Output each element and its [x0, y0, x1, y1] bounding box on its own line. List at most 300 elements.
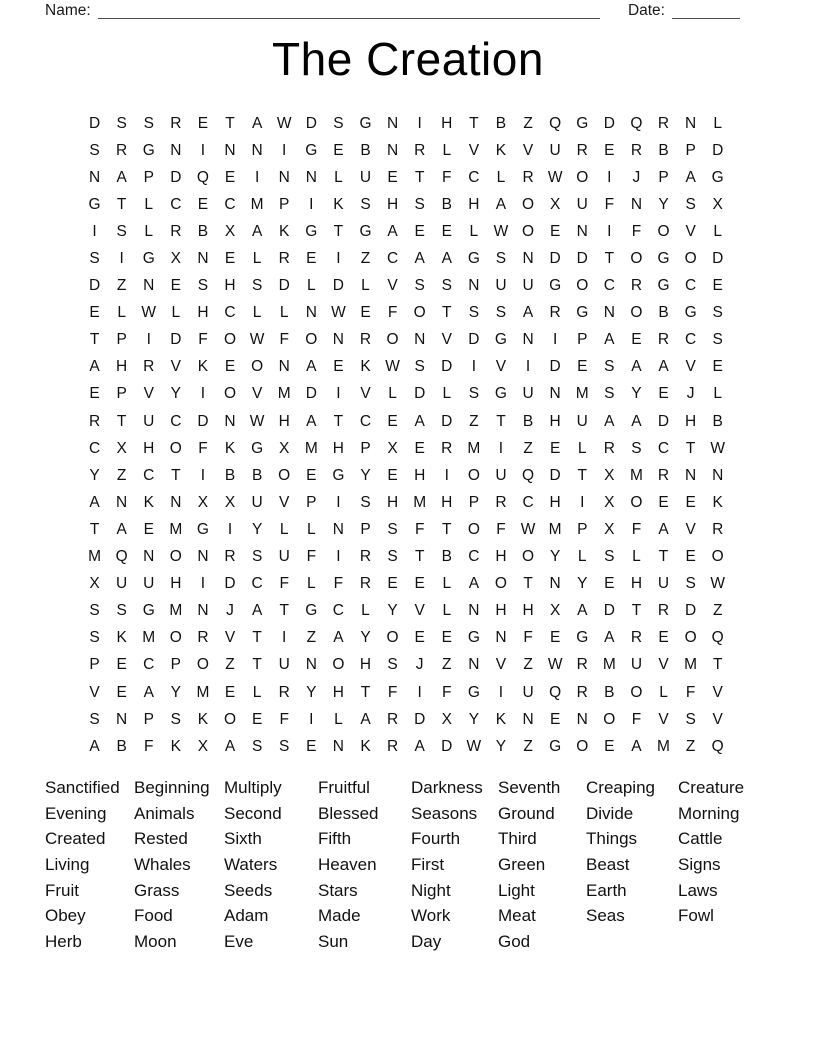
grid-cell: L: [252, 304, 262, 322]
grid-cell: E: [441, 629, 452, 647]
grid-cell: G: [711, 168, 724, 186]
grid-cell: E: [685, 493, 696, 511]
grid-cell: E: [387, 575, 398, 593]
grid-cell: H: [414, 466, 426, 484]
grid-cell: S: [414, 195, 425, 213]
grid-cell: Z: [360, 250, 371, 268]
grid-cell: L: [252, 683, 262, 701]
word-item: Made: [318, 906, 361, 926]
grid-cell: O: [467, 520, 480, 538]
grid-cell: L: [361, 602, 370, 620]
grid-cell: T: [414, 168, 425, 186]
grid-cell: S: [712, 331, 723, 349]
grid-cell: S: [116, 602, 127, 620]
word-item: Second: [224, 803, 282, 823]
grid-cell: I: [498, 439, 504, 457]
grid-cell: I: [92, 222, 97, 240]
grid-cell: S: [251, 277, 263, 295]
word-item: Creature: [678, 778, 745, 798]
grid-cell: N: [197, 548, 209, 566]
grid-cell: O: [684, 629, 697, 647]
grid-cell: N: [305, 656, 317, 674]
grid-cell: U: [657, 575, 670, 593]
grid-cell: G: [657, 250, 670, 268]
grid-cell: M: [413, 493, 427, 511]
grid-cell: L: [659, 683, 668, 701]
grid-cell: N: [468, 602, 480, 620]
grid-cell: C: [224, 195, 236, 213]
grid-cell: O: [386, 629, 399, 647]
grid-cell: V: [279, 493, 290, 511]
grid-cell: B: [604, 683, 615, 701]
grid-cell: D: [576, 250, 588, 268]
grid-cell: E: [306, 466, 317, 484]
word-list-column: [678, 775, 816, 954]
grid-cell: L: [279, 304, 289, 322]
grid-cell: Y: [387, 602, 398, 620]
grid-cell: K: [333, 195, 344, 213]
grid-cell: F: [631, 520, 642, 538]
grid-cell: N: [549, 385, 561, 403]
grid-cell: R: [386, 737, 399, 755]
grid-cell: A: [658, 358, 669, 376]
grid-cell: E: [685, 548, 696, 566]
grid-cell: I: [282, 141, 287, 159]
word-item: Moon: [134, 931, 177, 951]
grid-cell: F: [279, 710, 289, 728]
grid-cell: I: [607, 168, 612, 186]
grid-cell: B: [441, 548, 452, 566]
grid-cell: U: [522, 385, 534, 403]
grid-cell: S: [197, 277, 209, 295]
word-item: Work: [411, 906, 451, 926]
grid-cell: L: [144, 222, 154, 240]
word-item: Green: [498, 855, 546, 875]
grid-cell: A: [306, 358, 317, 376]
grid-cell: L: [334, 710, 343, 728]
word-item: First: [411, 855, 445, 875]
grid-cell: T: [360, 683, 371, 701]
grid-cell: O: [630, 683, 643, 701]
grid-cell: K: [197, 710, 209, 728]
grid-cell: X: [197, 737, 209, 755]
grid-cell: N: [576, 222, 588, 240]
grid-cell: B: [441, 195, 452, 213]
grid-cell: D: [441, 412, 453, 430]
grid-cell: W: [547, 656, 563, 674]
grid-cell: N: [468, 277, 480, 295]
grid-cell: E: [224, 683, 236, 701]
grid-cell: D: [712, 141, 724, 159]
grid-cell: W: [249, 331, 265, 349]
grid-cell: T: [442, 520, 452, 538]
grid-cell: W: [249, 412, 265, 430]
grid-cell: O: [169, 439, 182, 457]
word-item: Signs: [678, 855, 721, 875]
grid-cell: R: [359, 575, 372, 593]
grid-cell: C: [332, 602, 344, 620]
grid-cell: I: [471, 358, 477, 376]
grid-cell: O: [684, 250, 697, 268]
grid-cell: E: [712, 277, 723, 295]
grid-cell: B: [522, 412, 534, 430]
grid-cell: G: [576, 304, 589, 322]
grid-cell: M: [548, 520, 562, 538]
grid-cell: E: [549, 710, 561, 728]
grid-cell: Q: [549, 114, 562, 132]
word-item: Evening: [45, 803, 107, 823]
grid-cell: I: [607, 222, 612, 240]
grid-cell: H: [685, 412, 697, 430]
grid-cell: E: [170, 277, 181, 295]
grid-cell: U: [495, 466, 507, 484]
grid-cell: B: [495, 114, 507, 132]
grid-cell: L: [713, 385, 723, 403]
grid-cell: N: [576, 710, 588, 728]
grid-cell: C: [143, 656, 155, 674]
grid-cell: O: [711, 548, 724, 566]
grid-cell: D: [278, 277, 290, 295]
word-grid: [81, 110, 731, 760]
word-list-column: [224, 775, 318, 954]
grid-cell: C: [386, 250, 399, 268]
grid-cell: S: [468, 304, 480, 322]
grid-cell: T: [523, 575, 533, 593]
grid-cell: L: [252, 250, 262, 268]
grid-cell: Y: [170, 683, 181, 701]
grid-cell: R: [657, 331, 670, 349]
grid-cell: S: [495, 250, 507, 268]
word-item: Fruitful: [318, 778, 370, 798]
grid-cell: L: [577, 548, 587, 566]
grid-cell: C: [685, 331, 697, 349]
grid-cell: F: [442, 168, 452, 186]
grid-cell: D: [197, 412, 209, 430]
grid-cell: S: [170, 710, 181, 728]
grid-cell: I: [227, 520, 233, 538]
grid-cell: B: [658, 304, 669, 322]
grid-cell: N: [685, 466, 697, 484]
grid-cell: C: [657, 439, 670, 457]
word-item: Multiply: [224, 778, 282, 798]
grid-cell: V: [89, 683, 100, 701]
grid-cell: V: [170, 358, 181, 376]
grid-cell: O: [386, 331, 399, 349]
grid-cell: A: [414, 737, 425, 755]
word-item: Fourth: [411, 829, 461, 849]
grid-cell: R: [630, 277, 643, 295]
grid-cell: C: [170, 412, 182, 430]
grid-cell: U: [576, 412, 588, 430]
grid-cell: O: [467, 466, 480, 484]
grid-cell: A: [251, 222, 263, 240]
grid-cell: A: [604, 331, 615, 349]
grid-cell: F: [144, 737, 154, 755]
grid-cell: X: [387, 439, 398, 457]
date-label: Date:: [627, 2, 665, 19]
grid-cell: E: [549, 629, 561, 647]
grid-cell: N: [116, 710, 128, 728]
grid-cell: I: [200, 141, 206, 159]
grid-cell: P: [360, 439, 371, 457]
grid-cell: E: [604, 141, 615, 159]
grid-cell: N: [170, 493, 182, 511]
grid-cell: L: [306, 575, 316, 593]
grid-cell: V: [658, 710, 669, 728]
grid-cell: B: [712, 412, 723, 430]
grid-cell: O: [169, 629, 182, 647]
grid-cell: R: [170, 114, 182, 132]
word-item: Fowl: [678, 906, 714, 926]
grid-cell: R: [359, 331, 372, 349]
grid-cell: H: [359, 656, 372, 674]
word-item: Night: [411, 880, 451, 900]
grid-cell: P: [685, 141, 696, 159]
grid-cell: O: [522, 222, 535, 240]
grid-cell: R: [386, 710, 399, 728]
word-item: Seas: [586, 906, 625, 926]
grid-cell: L: [442, 575, 452, 593]
grid-cell: U: [576, 195, 588, 213]
grid-cell: X: [549, 195, 561, 213]
grid-cell: S: [360, 493, 371, 511]
grid-cell: D: [441, 358, 453, 376]
grid-cell: R: [630, 141, 643, 159]
grid-cell: R: [657, 466, 670, 484]
grid-cell: H: [549, 412, 561, 430]
grid-cell: V: [522, 141, 534, 159]
grid-cell: O: [494, 575, 507, 593]
grid-cell: G: [684, 304, 697, 322]
grid-cell: B: [658, 141, 669, 159]
grid-cell: W: [493, 222, 509, 240]
word-item: Waters: [224, 855, 278, 875]
grid-cell: N: [305, 168, 317, 186]
grid-cell: S: [604, 358, 615, 376]
grid-cell: K: [360, 737, 371, 755]
grid-cell: F: [198, 439, 208, 457]
grid-cell: F: [631, 710, 642, 728]
grid-cell: I: [254, 168, 260, 186]
grid-cell: N: [603, 304, 615, 322]
grid-cell: S: [414, 358, 425, 376]
grid-cell: E: [116, 683, 127, 701]
grid-cell: K: [197, 358, 209, 376]
grid-cell: O: [630, 493, 643, 511]
grid-cell: L: [144, 195, 154, 213]
grid-cell: E: [658, 385, 669, 403]
grid-cell: U: [549, 141, 561, 159]
grid-cell: I: [417, 683, 422, 701]
grid-cell: V: [685, 222, 696, 240]
grid-cell: P: [468, 493, 480, 511]
grid-cell: G: [549, 277, 562, 295]
grid-cell: R: [197, 629, 209, 647]
grid-cell: H: [116, 358, 128, 376]
grid-cell: H: [495, 602, 507, 620]
grid-cell: L: [469, 222, 479, 240]
grid-cell: Z: [306, 629, 317, 647]
grid-cell: R: [522, 168, 534, 186]
grid-cell: I: [200, 575, 206, 593]
grid-cell: G: [576, 629, 589, 647]
grid-cell: T: [685, 439, 696, 457]
grid-cell: H: [197, 304, 209, 322]
grid-cell: U: [143, 575, 155, 593]
grid-cell: N: [251, 141, 263, 159]
grid-cell: X: [712, 195, 723, 213]
grid-cell: M: [277, 385, 291, 403]
grid-cell: V: [685, 520, 696, 538]
grid-cell: T: [252, 629, 262, 647]
grid-cell: F: [496, 520, 506, 538]
grid-cell: H: [224, 277, 236, 295]
grid-cell: Y: [306, 683, 317, 701]
grid-cell: A: [631, 412, 642, 430]
grid-cell: Q: [522, 466, 535, 484]
grid-cell: G: [549, 737, 562, 755]
grid-cell: U: [251, 493, 263, 511]
grid-cell: S: [251, 737, 263, 755]
grid-cell: K: [712, 493, 723, 511]
grid-cell: V: [251, 385, 263, 403]
word-item: Whales: [134, 855, 191, 875]
grid-cell: E: [306, 250, 317, 268]
grid-cell: R: [278, 250, 290, 268]
grid-cell: N: [712, 466, 724, 484]
word-item: Sixth: [224, 829, 262, 849]
grid-cell: K: [143, 493, 154, 511]
grid-cell: S: [89, 141, 100, 159]
word-item: Created: [45, 829, 106, 849]
grid-cell: A: [360, 710, 371, 728]
grid-cell: O: [576, 737, 589, 755]
grid-cell: I: [336, 493, 341, 511]
grid-cell: C: [143, 466, 155, 484]
grid-cell: E: [387, 168, 398, 186]
word-item: Sanctified: [45, 778, 120, 798]
grid-cell: I: [580, 493, 585, 511]
grid-cell: Z: [685, 737, 696, 755]
grid-cell: S: [712, 304, 723, 322]
word-item: Seventh: [498, 778, 561, 798]
grid-cell: N: [224, 141, 236, 159]
grid-cell: Y: [251, 520, 263, 538]
grid-cell: Z: [116, 277, 127, 295]
grid-cell: E: [604, 575, 615, 593]
grid-cell: M: [602, 656, 616, 674]
grid-cell: I: [336, 250, 341, 268]
grid-cell: H: [441, 493, 453, 511]
grid-cell: T: [252, 656, 262, 674]
grid-cell: X: [604, 493, 615, 511]
grid-cell: P: [170, 656, 181, 674]
grid-cell: C: [224, 304, 236, 322]
grid-cell: D: [414, 710, 426, 728]
grid-cell: D: [657, 412, 670, 430]
grid-cell: L: [632, 548, 641, 566]
grid-cell: F: [442, 683, 452, 701]
grid-cell: S: [251, 548, 263, 566]
grid-cell: N: [332, 520, 344, 538]
grid-cell: E: [549, 222, 561, 240]
grid-cell: W: [710, 575, 726, 593]
word-item: Eve: [224, 931, 254, 951]
grid-cell: X: [604, 466, 615, 484]
grid-cell: C: [468, 168, 480, 186]
word-item: Sun: [318, 931, 349, 951]
grid-cell: R: [441, 439, 453, 457]
grid-cell: N: [386, 114, 399, 132]
grid-cell: K: [224, 439, 236, 457]
grid-cell: W: [547, 168, 563, 186]
grid-cell: U: [278, 548, 290, 566]
grid-cell: O: [223, 331, 237, 349]
word-item: Stars: [318, 880, 358, 900]
grid-cell: B: [197, 222, 209, 240]
grid-cell: A: [306, 412, 317, 430]
grid-cell: O: [223, 710, 237, 728]
grid-cell: H: [630, 575, 643, 593]
grid-cell: R: [603, 439, 615, 457]
grid-cell: O: [630, 304, 643, 322]
grid-cell: B: [116, 737, 127, 755]
grid-cell: V: [360, 385, 371, 403]
grid-cell: M: [196, 683, 210, 701]
grid-cell: N: [414, 331, 426, 349]
word-item: Living: [45, 855, 90, 875]
grid-cell: R: [657, 114, 670, 132]
grid-cell: M: [142, 629, 156, 647]
grid-cell: U: [630, 656, 643, 674]
grid-cell: D: [468, 331, 480, 349]
grid-cell: J: [686, 385, 695, 403]
grid-cell: E: [549, 439, 561, 457]
grid-cell: I: [525, 358, 531, 376]
word-item: Fifth: [318, 829, 352, 849]
grid-cell: N: [522, 250, 534, 268]
grid-cell: Z: [469, 412, 479, 430]
date-blank-line: [672, 5, 740, 19]
grid-cell: R: [278, 683, 290, 701]
grid-cell: N: [197, 602, 209, 620]
grid-cell: F: [387, 683, 398, 701]
grid-cell: X: [116, 439, 127, 457]
grid-cell: U: [522, 683, 534, 701]
grid-cell: O: [630, 250, 643, 268]
grid-cell: D: [170, 168, 182, 186]
grid-cell: N: [522, 710, 534, 728]
grid-cell: U: [278, 656, 290, 674]
grid-cell: S: [387, 548, 398, 566]
grid-cell: S: [685, 195, 696, 213]
grid-cell: N: [278, 358, 290, 376]
word-item: Grass: [134, 880, 180, 900]
grid-cell: N: [685, 114, 697, 132]
grid-cell: G: [657, 277, 670, 295]
grid-cell: T: [171, 466, 181, 484]
grid-cell: X: [170, 250, 181, 268]
grid-cell: S: [116, 222, 127, 240]
grid-cell: I: [552, 331, 558, 349]
grid-cell: V: [712, 710, 723, 728]
grid-cell: V: [387, 277, 398, 295]
grid-cell: B: [224, 466, 236, 484]
grid-cell: A: [89, 358, 100, 376]
grid-cell: T: [279, 602, 289, 620]
word-item: Beast: [586, 855, 630, 875]
grid-cell: Y: [360, 466, 371, 484]
